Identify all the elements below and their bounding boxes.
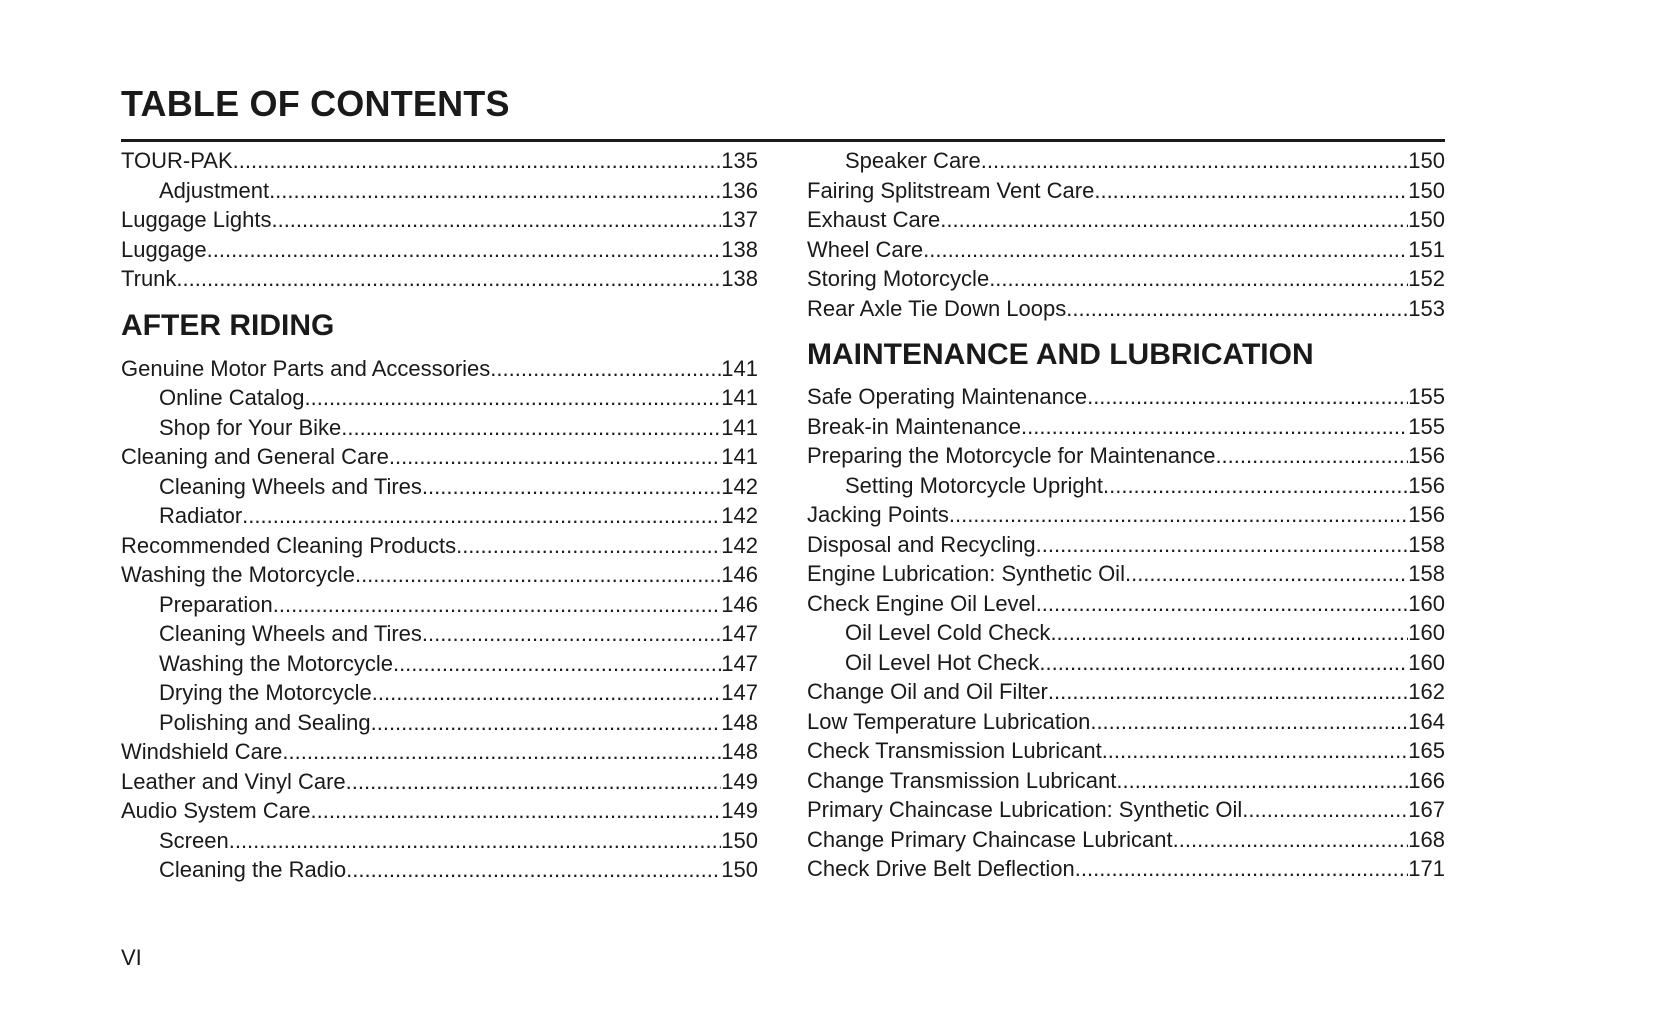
toc-entry-page: 168 xyxy=(1408,826,1445,852)
toc-entry-title: Check Drive Belt Deflection xyxy=(807,856,1075,881)
toc-entry-title: Change Primary Chaincase Lubricant xyxy=(807,826,1173,852)
dot-leader xyxy=(1090,709,1408,735)
toc-entry-page: 165 xyxy=(1408,738,1445,763)
dot-leader xyxy=(1125,561,1408,587)
dot-leader xyxy=(271,207,721,233)
toc-entry-title: Fairing Splitstream Vent Care xyxy=(807,177,1095,203)
toc-entry-page: 137 xyxy=(721,207,758,232)
toc-entry-title: Drying the Motorcycle xyxy=(159,680,372,705)
dot-leader xyxy=(346,857,721,883)
toc-entry-title: Low Temperature Lubrication xyxy=(807,708,1091,734)
toc-entry xyxy=(121,207,758,237)
toc-entry-page: 141 xyxy=(721,355,758,381)
dot-leader xyxy=(282,739,721,765)
toc-entry-page: 147 xyxy=(721,621,758,646)
toc-entry-title: Luggage xyxy=(121,236,207,262)
toc-entry-page: 160 xyxy=(1408,649,1445,675)
toc-entry xyxy=(121,592,758,622)
toc-entry xyxy=(807,502,1445,532)
toc-entry xyxy=(807,266,1445,296)
toc-entry xyxy=(807,532,1445,562)
toc-entry xyxy=(121,680,758,710)
dot-leader xyxy=(1094,178,1408,204)
toc-entry-page: 160 xyxy=(1408,620,1445,645)
toc-entry xyxy=(807,207,1445,237)
toc-entry-page: 141 xyxy=(721,414,758,440)
toc-entry xyxy=(121,415,758,445)
toc-entry-title: Rear Axle Tie Down Loops xyxy=(807,295,1067,321)
toc-entry xyxy=(121,503,758,533)
toc-entry xyxy=(807,797,1445,827)
toc-entry xyxy=(807,650,1445,680)
dot-leader xyxy=(371,710,722,736)
dot-leader xyxy=(389,444,721,470)
toc-entry xyxy=(807,296,1445,326)
toc-entry-page: 148 xyxy=(721,739,758,764)
toc-entry-page: 158 xyxy=(1408,561,1445,586)
toc-entry-page: 142 xyxy=(721,503,758,528)
toc-entry xyxy=(121,828,758,858)
toc-entry xyxy=(121,857,758,887)
toc-entry xyxy=(121,385,758,415)
toc-entry-page: 141 xyxy=(721,385,758,410)
dot-leader xyxy=(456,533,721,559)
section-heading-after-riding: AFTER RIDING xyxy=(121,308,335,342)
toc-entry-title: Cleaning Wheels and Tires xyxy=(159,473,422,499)
toc-entry-page: 166 xyxy=(1408,767,1445,793)
dot-leader xyxy=(1215,443,1408,469)
dot-leader xyxy=(949,502,1408,528)
toc-entry-page: 152 xyxy=(1408,266,1445,291)
dot-leader xyxy=(1039,650,1408,676)
toc-entry-title: Disposal and Recycling xyxy=(807,531,1036,557)
toc-entry xyxy=(807,827,1445,857)
toc-entry xyxy=(807,768,1445,798)
toc-entry-title: Trunk xyxy=(121,266,177,291)
toc-entry-page: 146 xyxy=(721,562,758,587)
toc-entry-page: 156 xyxy=(1408,443,1445,468)
toc-left-column xyxy=(121,148,758,887)
toc-entry xyxy=(807,709,1445,739)
toc-entry-title: TOUR-PAK xyxy=(121,148,233,173)
toc-entry-page: 148 xyxy=(721,709,758,735)
toc-entry-page: 164 xyxy=(1408,708,1445,734)
toc-entry xyxy=(121,237,758,267)
dot-leader xyxy=(1116,768,1408,794)
dot-leader xyxy=(981,148,1409,174)
toc-entry-page: 167 xyxy=(1408,797,1445,822)
toc-entry xyxy=(121,178,758,208)
toc-entry xyxy=(807,414,1445,444)
dot-leader xyxy=(311,798,722,824)
toc-entry xyxy=(121,356,758,386)
dot-leader xyxy=(1075,856,1409,882)
toc-entry-title: Oil Level Cold Check xyxy=(845,620,1051,645)
dot-leader xyxy=(940,207,1408,233)
toc-entry-title: Radiator xyxy=(159,503,243,528)
toc-entry-page: 150 xyxy=(1408,207,1445,232)
dot-leader xyxy=(1087,384,1408,410)
dot-leader xyxy=(1242,797,1408,823)
toc-entry-title: Screen xyxy=(159,827,229,853)
toc-entry-title: Adjustment xyxy=(159,177,270,203)
toc-entry-page: 142 xyxy=(721,473,758,499)
toc-entry-title: Break-in Maintenance xyxy=(807,413,1022,439)
toc-entry-page: 135 xyxy=(721,148,758,173)
toc-entry-page: 162 xyxy=(1408,679,1445,704)
toc-entry-title: Washing the Motorcycle xyxy=(159,650,393,676)
toc-entry xyxy=(807,443,1445,473)
toc-entry-title: Storing Motorcycle xyxy=(807,266,990,291)
toc-entry xyxy=(121,651,758,681)
toc-entry-title: Online Catalog xyxy=(159,385,305,410)
toc-entry-page: 149 xyxy=(721,768,758,794)
toc-entry-page: 171 xyxy=(1408,856,1445,881)
toc-entry-page: 138 xyxy=(721,266,758,291)
toc-entry-title: Change Oil and Oil Filter xyxy=(807,679,1048,704)
toc-list-left-top xyxy=(121,148,758,296)
toc-entry-page: 142 xyxy=(721,532,758,558)
toc-entry-page: 150 xyxy=(721,857,758,882)
toc-entry-title: Preparing the Motorcycle for Maintenance xyxy=(807,443,1216,468)
toc-entry-title: Genuine Motor Parts and Accessories xyxy=(121,355,491,381)
dot-leader xyxy=(341,415,721,441)
toc-entry-title: Jacking Points xyxy=(807,502,949,527)
toc-entry-title: Windshield Care xyxy=(121,739,283,764)
toc-entry xyxy=(807,473,1445,503)
toc-entry-title: Safe Operating Maintenance xyxy=(807,384,1088,409)
dot-leader xyxy=(229,828,722,854)
toc-entry xyxy=(121,562,758,592)
toc-entry-title: Primary Chaincase Lubrication: Synthetic Oil xyxy=(807,797,1243,822)
toc-list-right-top xyxy=(807,148,1445,325)
toc-entry-title: Polishing and Sealing xyxy=(159,709,371,735)
dot-leader xyxy=(269,178,721,204)
toc-entry xyxy=(121,798,758,828)
dot-leader xyxy=(1021,414,1408,440)
dot-leader xyxy=(393,651,721,677)
dot-leader xyxy=(176,266,721,292)
toc-right-column xyxy=(807,148,1445,886)
dot-leader xyxy=(1102,738,1409,764)
toc-entry xyxy=(121,266,758,296)
toc-entry-title: Cleaning and General Care xyxy=(121,444,389,469)
toc-entry-page: 153 xyxy=(1408,295,1445,321)
toc-entry-title: Engine Lubrication: Synthetic Oil xyxy=(807,561,1125,586)
toc-entry xyxy=(121,474,758,504)
toc-entry xyxy=(807,679,1445,709)
dot-leader xyxy=(1036,532,1409,558)
toc-list-maintenance xyxy=(807,384,1445,886)
toc-entry-title: Oil Level Hot Check xyxy=(845,649,1040,675)
toc-entry xyxy=(807,620,1445,650)
toc-entry-title: Check Engine Oil Level xyxy=(807,590,1036,616)
toc-entry-page: 155 xyxy=(1408,413,1445,439)
toc-entry-title: Cleaning the Radio xyxy=(159,857,347,882)
toc-entry-title: Audio System Care xyxy=(121,798,311,823)
toc-entry xyxy=(121,739,758,769)
toc-entry-page: 160 xyxy=(1408,590,1445,616)
section-heading-maintenance: MAINTENANCE AND LUBRICATION xyxy=(807,338,1314,371)
dot-leader xyxy=(422,621,721,647)
toc-entry-title: Cleaning Wheels and Tires xyxy=(159,621,422,646)
dot-leader xyxy=(233,148,722,174)
toc-entry-page: 150 xyxy=(721,827,758,853)
toc-entry-title: Leather and Vinyl Care xyxy=(121,768,346,794)
toc-entry xyxy=(807,237,1445,267)
toc-entry-page: 156 xyxy=(1408,502,1445,527)
dot-leader xyxy=(422,474,721,500)
title-divider xyxy=(121,139,1445,142)
toc-entry-title: Speaker Care xyxy=(845,148,981,173)
toc-entry xyxy=(121,710,758,740)
dot-leader xyxy=(1066,296,1408,322)
dot-leader xyxy=(372,680,722,706)
dot-leader xyxy=(305,385,722,411)
toc-entry xyxy=(121,533,758,563)
toc-list-after-riding xyxy=(121,356,758,887)
dot-leader xyxy=(1048,679,1408,705)
toc-entry-page: 150 xyxy=(1408,148,1445,173)
toc-entry-page: 136 xyxy=(721,177,758,203)
toc-entry-title: Check Transmission Lubricant xyxy=(807,738,1102,763)
toc-entry-page: 151 xyxy=(1408,236,1445,262)
toc-entry-page: 147 xyxy=(721,650,758,676)
toc-entry xyxy=(807,738,1445,768)
toc-entry-title: Wheel Care xyxy=(807,236,924,262)
toc-entry xyxy=(121,148,758,178)
dot-leader xyxy=(242,503,721,529)
toc-entry-page: 150 xyxy=(1408,177,1445,203)
toc-entry-page: 141 xyxy=(721,444,758,469)
toc-entry-title: Change Transmission Lubricant xyxy=(807,767,1117,793)
toc-entry xyxy=(807,148,1445,178)
toc-entry-title: Recommended Cleaning Products xyxy=(121,532,457,558)
toc-entry-page: 158 xyxy=(1408,531,1445,557)
toc-entry xyxy=(807,561,1445,591)
toc-entry xyxy=(807,856,1445,886)
dot-leader xyxy=(273,592,722,618)
toc-entry xyxy=(807,178,1445,208)
toc-entry-title: Luggage Lights xyxy=(121,207,272,232)
toc-entry-page: 156 xyxy=(1408,472,1445,498)
toc-entry-title: Preparation xyxy=(159,591,273,617)
toc-entry xyxy=(121,444,758,474)
dot-leader xyxy=(989,266,1408,292)
dot-leader xyxy=(355,562,721,588)
page-title: TABLE OF CONTENTS xyxy=(121,83,510,124)
dot-leader xyxy=(1173,827,1409,853)
toc-entry-page: 155 xyxy=(1408,384,1445,409)
toc-entry-page: 147 xyxy=(721,680,758,705)
dot-leader xyxy=(1103,473,1408,499)
toc-entry-page: 149 xyxy=(721,798,758,823)
dot-leader xyxy=(1036,591,1409,617)
dot-leader xyxy=(923,237,1408,263)
dot-leader xyxy=(490,356,721,382)
toc-entry-page: 146 xyxy=(721,591,758,617)
dot-leader xyxy=(207,237,722,263)
toc-entry-title: Setting Motorcycle Upright xyxy=(845,472,1103,498)
toc-entry-title: Washing the Motorcycle xyxy=(121,562,355,587)
toc-entry-title: Shop for Your Bike xyxy=(159,414,342,440)
toc-entry xyxy=(121,621,758,651)
page-number: VI xyxy=(121,945,142,970)
dot-leader xyxy=(1050,620,1408,646)
toc-entry xyxy=(807,384,1445,414)
toc-entry xyxy=(807,591,1445,621)
toc-entry-page: 138 xyxy=(721,236,758,262)
toc-entry-title: Exhaust Care xyxy=(807,207,941,232)
dot-leader xyxy=(346,769,722,795)
toc-entry xyxy=(121,769,758,799)
